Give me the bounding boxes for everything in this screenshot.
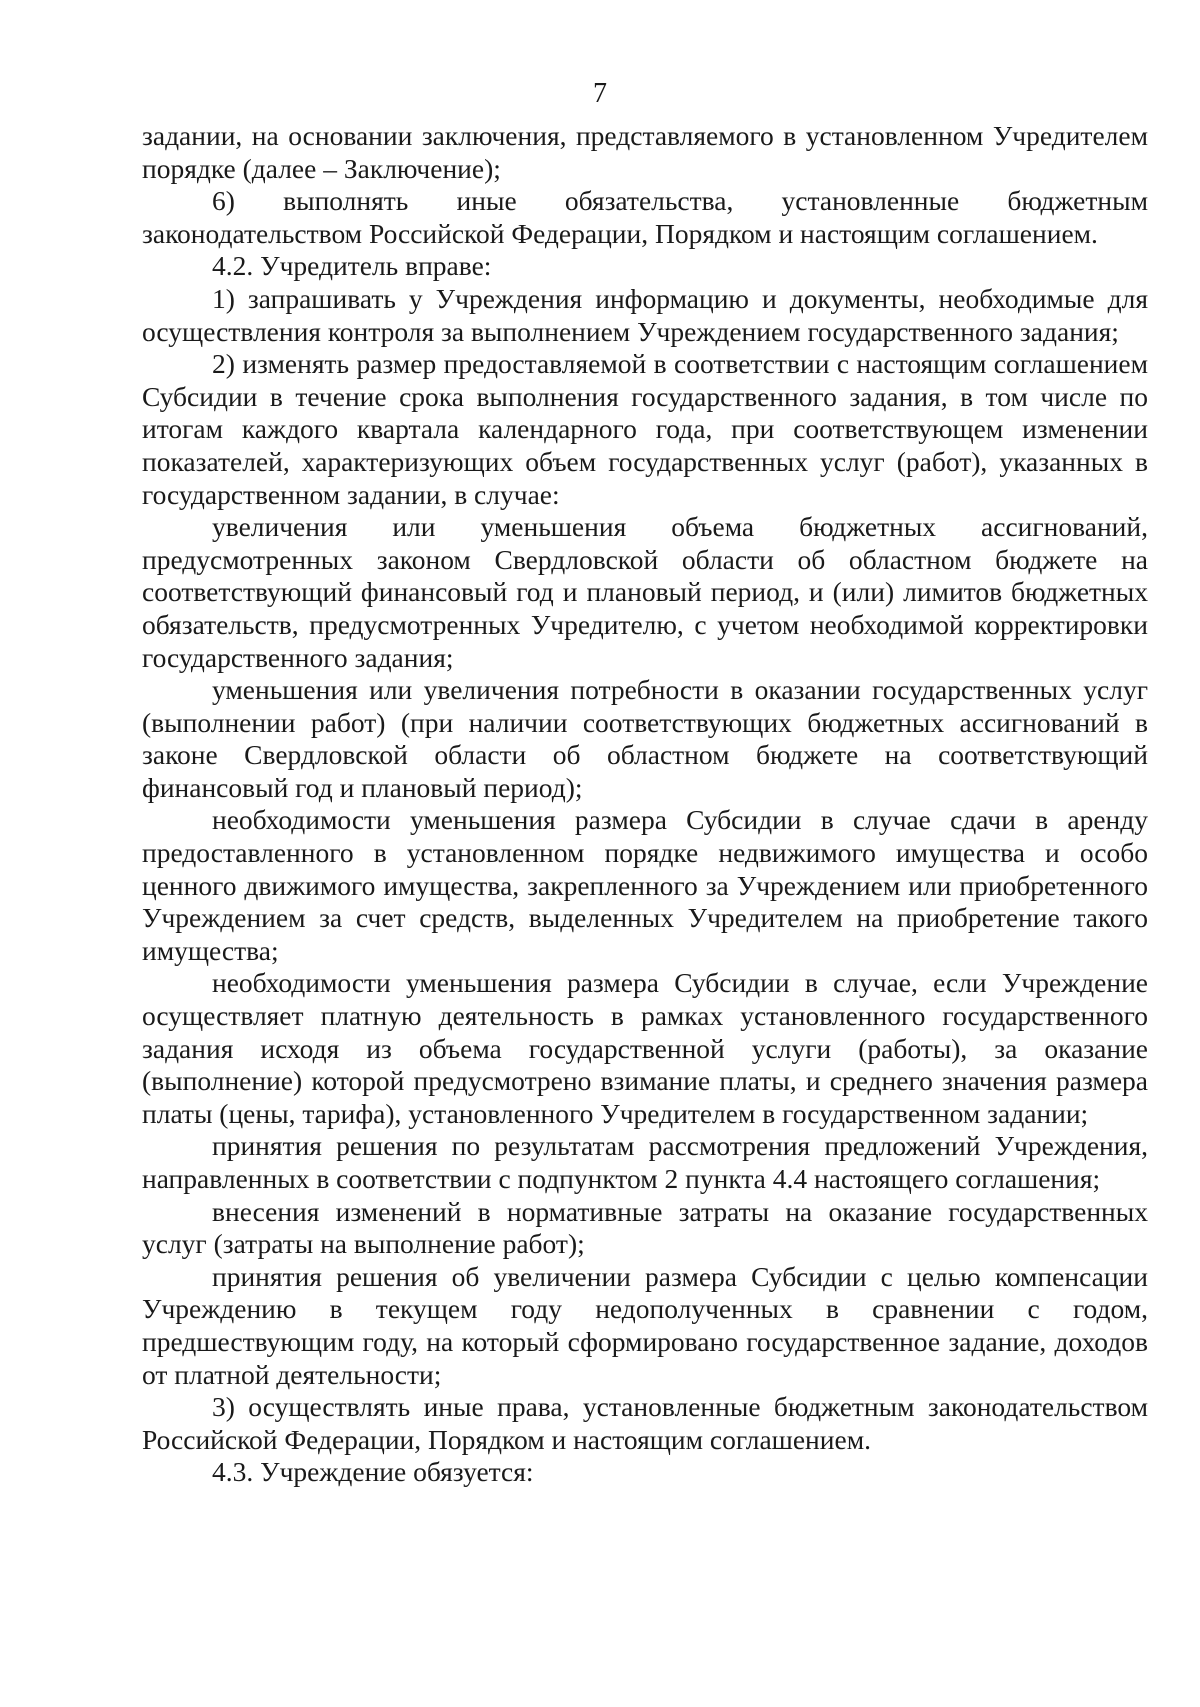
document-body — [142, 120, 1148, 1489]
paragraph-3: 4.2. Учредитель вправе: — [212, 250, 492, 282]
paragraph-11: внесения изменений в нормативные затраты на оказание государственных услуг (затраты на выполнение работ); — [142, 1195, 1148, 1260]
paragraph-10: принятия решения по результатам рассмотрения предложений Учреждения, направленных в соответствии с подпунктом 2 пункта 4.4 настоящего соглашения; — [142, 1130, 1148, 1194]
paragraph-2: 6) выполнять иные обязательства, установленные бюджетным законодательством Российской Федерации, Порядком и настоящим соглашением. — [142, 185, 1148, 249]
paragraph-6: увеличения или уменьшения объема бюджетных ассигнований, предусмотренных законом Свердловской области об областном бюджете на соответствующий финансовый год и плановый период, и (или) лимитов бюджетных обязательств, предусмотренных Учредителю, с учетом необходимой корректировки государственного задания; — [142, 511, 1148, 673]
paragraph-9: необходимости уменьшения размера Субсидии в случае, если Учреждение осуществляет платную деятельность в рамках установленного государственного задания исходя из объема государственной услуги (работы), за оказание (выполнение) которой предусмотрено взимание платы, и среднего значения размера платы (цены, тарифа), установленного Учредителем в государственном задании; — [142, 967, 1148, 1129]
paragraph-13: 3) осуществлять иные права, установленные бюджетным законодательством Российской Федерации, Порядком и настоящим соглашением. — [142, 1391, 1148, 1455]
paragraph-7: уменьшения или увеличения потребности в оказании государственных услуг (выполнении работ) (при наличии соответствующих бюджетных ассигнований в законе Свердловской области об областном бюджете на соответствующий финансовый год и плановый период); — [142, 674, 1148, 803]
paragraph-12: принятия решения об увеличении размера Субсидии с целью компенсации Учреждению в текущем году недополученных в сравнении с годом, предшествующим году, на который сформировано государственное задание, доходов от платной деятельности; — [142, 1260, 1148, 1390]
paragraph-8: необходимости уменьшения размера Субсидии в случае сдачи в аренду предоставленного в установленном порядке недвижимого имущества и особо ценного движимого имущества, закрепленного за Учреждением или приобретенного Учреждением за счет средств, выделенных Учредителем на приобретение такого имущества; — [142, 804, 1148, 966]
paragraph-4: 1) запрашивать у Учреждения информацию и документы, необходимые для осуществления контроля за выполнением Учреждением государственного задания; — [142, 282, 1148, 347]
paragraph-14: 4.3. Учреждение обязуется: — [212, 1456, 534, 1488]
paragraph-5: 2) изменять размер предоставляемой в соответствии с настоящим соглашением Субсидии в течение срока выполнения государственного задания, в том числе по итогам каждого квартала календарного года, при соответствующем изменении показателей, характеризующих объем государственных услуг (работ), указанных в государственном задании, в случае: — [142, 348, 1148, 510]
page-number: 7 — [593, 78, 607, 109]
paragraph-1: задании, на основании заключения, представляемого в установленном Учредителем порядке (далее – Заключение); — [142, 120, 1148, 184]
